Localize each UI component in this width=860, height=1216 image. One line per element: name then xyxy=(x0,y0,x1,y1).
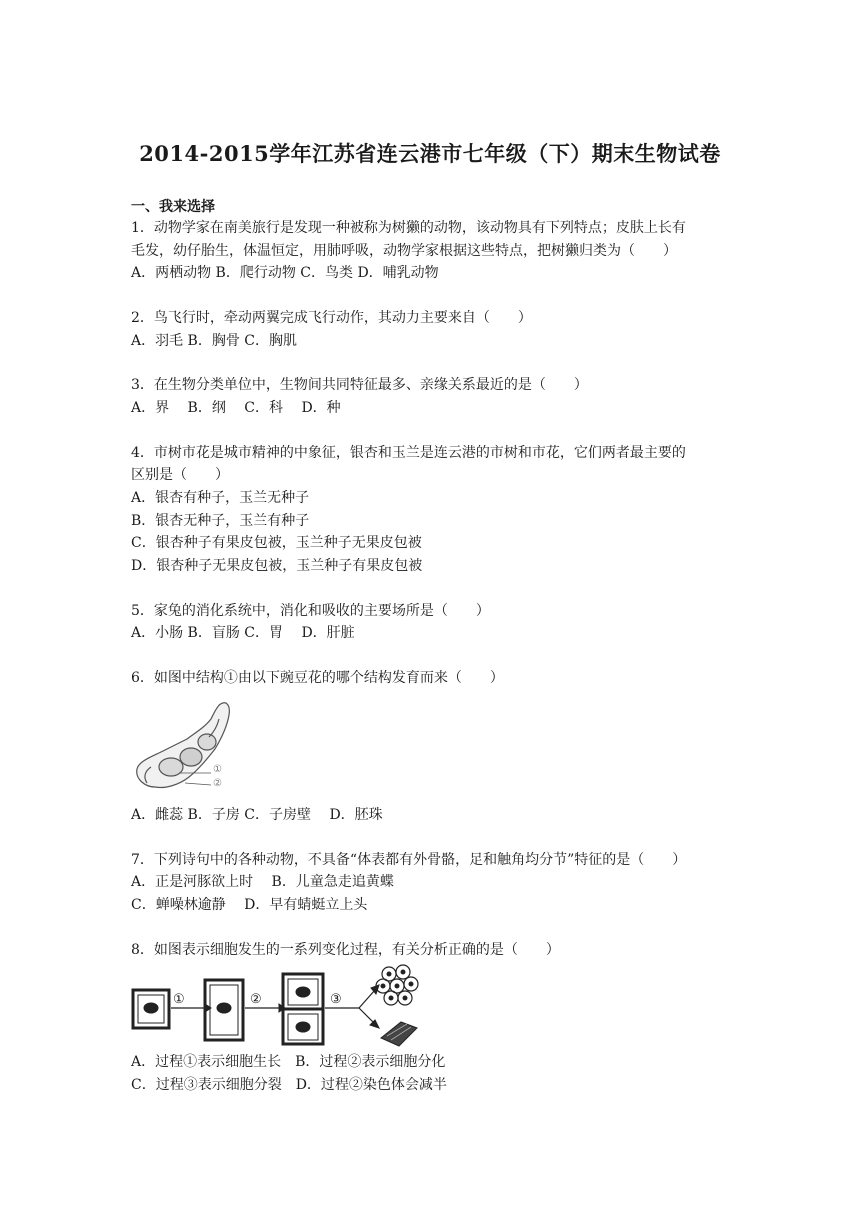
q4-stem-line1: 4．市树市花是城市精神的中象征，银杏和玉兰是连云港的市树和市花，它们两者最主要的 xyxy=(131,445,686,461)
q8-options-ab: A．过程①表示细胞生长 B．过程②表示细胞分化 xyxy=(131,1054,446,1070)
q4-option-d: D．银杏种子无果皮包被，玉兰种子有果皮包被 xyxy=(131,558,423,574)
q2-stem: 2．鸟飞行时，牵动两翼完成飞行动作，其动力主要来自（ ） xyxy=(131,310,532,326)
q4-option-c: C．银杏种子有果皮包被，玉兰种子无果皮包被 xyxy=(131,535,422,551)
q7-options-ab: A．正是河豚欲上时 B．儿童急走追黄蝶 xyxy=(131,874,394,890)
q8-options-cd: C．过程③表示细胞分裂 D．过程②染色体会减半 xyxy=(131,1077,447,1093)
section-heading: 一、我来选择 xyxy=(131,199,215,215)
q4-option-b: B．银杏无种子，玉兰有种子 xyxy=(131,513,310,529)
q5-stem: 5．家兔的消化系统中，消化和吸收的主要场所是（ ） xyxy=(131,603,490,619)
q4-stem-line2: 区别是（ ） xyxy=(131,467,229,483)
q1-stem-line2: 毛发，幼仔胎生，体温恒定，用肺呼吸，动物学家根据这些特点，把树獭归类为（ ） xyxy=(131,243,677,259)
q4-option-a: A．银杏有种子，玉兰无种子 xyxy=(131,490,310,506)
step-1-label: ① xyxy=(173,992,185,1007)
q6-stem: 6．如图中结构①由以下豌豆花的哪个结构发育而来（ ） xyxy=(131,670,504,686)
q3-options: A．界 B．纲 C．科 D．种 xyxy=(131,400,341,416)
q1-options: A．两栖动物 B．爬行动物 C．鸟类 D．哺乳动物 xyxy=(131,265,439,281)
q3-stem: 3．在生物分类单位中，生物间共同特征最多、亲缘关系最近的是（ ） xyxy=(131,377,588,393)
q5-options: A．小肠 B．盲肠 C．胃 D．肝脏 xyxy=(131,625,355,641)
q7-stem: 7．下列诗句中的各种动物，不具备“体表都有外骨骼，足和触角均分节”特征的是（ ） xyxy=(131,852,687,868)
q6-options: A．雌蕊 B．子房 C．子房壁 D．胚珠 xyxy=(131,807,383,823)
page-title: 2014-2015学年江苏省连云港市七年级（下）期末生物试卷 xyxy=(139,141,721,166)
cell-process-diagram xyxy=(131,964,421,1050)
pea-label-1: ① xyxy=(213,764,222,775)
q1-stem-line1: 1．动物学家在南美旅行是发现一种被称为树獭的动物，该动物具有下列特点；皮肤上长有 xyxy=(131,220,686,236)
q7-options-cd: C．蝉噪林逾静 D．早有蜻蜓立上头 xyxy=(131,897,368,913)
pea-label-2: ② xyxy=(213,778,222,789)
q8-stem: 8．如图表示细胞发生的一系列变化过程，有关分析正确的是（ ） xyxy=(131,942,560,958)
step-3-label: ③ xyxy=(330,992,342,1007)
q2-options: A．羽毛 B．胸骨 C．胸肌 xyxy=(131,333,298,349)
pea-pod-figure xyxy=(131,697,241,797)
step-2-label: ② xyxy=(250,992,262,1007)
